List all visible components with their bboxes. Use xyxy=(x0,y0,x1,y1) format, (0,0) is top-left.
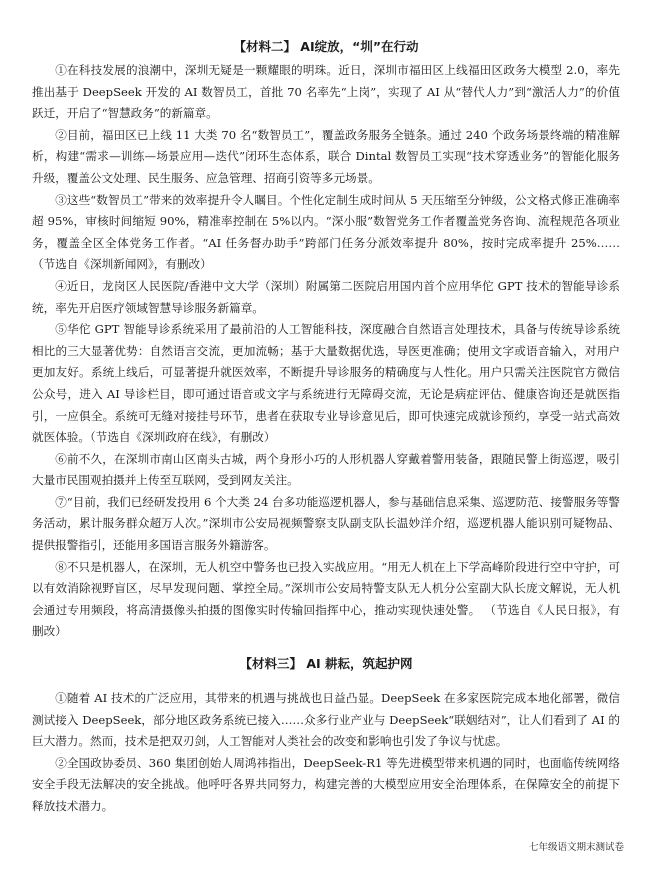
paragraph-5: ⑤华佗 GPT 智能导诊系统采用了最前沿的人工智能科技，深度融合自然语言处理技术，具备与传统导诊系统相比的三大显著优势：自然语言交流，更加流畅；基于大量数据优选，导医更准确；使用文字或语音输入，对用户更加友好。系统上线后，可显著提升就医效率，不断提升导诊服务的精确度与人性化。用户只需关注医院官方微信公众号，进入 AI 导诊栏目，即可通过语音或文字与系统进行无障碍交流，无论是病症评估、健康咨询还是就医指引，一应俱全。系统可无缝对接挂号环节，患者在获取专业导诊意见后，即可快速完成就诊预约，享受一站式高效就医体验。（节选自《深圳政府在线》，有删改） xyxy=(32,322,620,445)
paragraph-7: ⑦“目前，我们已经研发投用 6 个大类 24 台多功能巡逻机器人，参与基础信息采集、巡逻防范、接警服务等警务活动，累计服务群众超万人次。”深圳市公安局视频警察支队副支队长温妙洋介绍，巡逻机器人能识别可疑物品、提供报警指引，还能用多国语言服务外籍游客。 xyxy=(32,494,620,553)
material-three-body xyxy=(0,688,652,818)
paragraph-2: ②全国政协委员、360 集团创始人周鸿祎指出，DeepSeek-R1 等先进模型带来机遇的同时，也面临传统网络安全手段无法解决的安全挑战。他呼吁各界共同努力，构建完善的大模型应用安全治理体系，在保障安全的前提下释放技术潜力。 xyxy=(32,755,620,813)
material-two-heading: 【材料二】 AI绽放，“圳”在行动 xyxy=(233,39,419,54)
paragraph-8: ⑧不只是机器人，在深圳，无人机空中警务也已投入实战应用。“用无人机在上下学高峰阶段进行空中守护，可以有效消除视野盲区，尽早发现问题、掌控全局。”深圳市公安局特警支队无人机分公室副大队长庞文解说，无人机会通过专用频段，将高清摄像头拍摄的图像实时传输回指挥中心，推动实现快速处警。 （节选自《人民日报》，有删改） xyxy=(32,559,620,639)
paragraph-4: ④近日，龙岗区人民医院/香港中文大学（深圳）附属第二医院启用国内首个应用华佗 GPT 技术的智能导诊系统，率先开启医疗领域智慧导诊服务新篇章。 xyxy=(32,278,620,315)
paragraph-3: ③这些“数智员工”带来的效率提升令人瞩目。个性化定制生成时间从 5 天压缩至分钟级，公文格式修正准确率超 95%，审核时间缩短 90%，精准率控制在 5%以内。“深小服”数智党务工作者覆盖党务咨询、流程规范各项业务，覆盖全区全体党务工作者。“AI 任务督办助手”跨部门任务分派效率提升 80%，按时完成率提升 25%…… （节选自《深圳新闻网》，有删改） xyxy=(32,192,620,272)
material-three-heading: 【材料三】 AI 耕耘，筑起护网 xyxy=(239,656,413,671)
material-two-body xyxy=(0,60,652,643)
paragraph-1: ①在科技发展的浪潮中，深圳无疑是一颗耀眼的明珠。近日，深圳市福田区上线福田区政务大模型 2.0，率先推出基于 DeepSeek 开发的 AI 数智员工，首批 70 名率先“上岗”，实现了 AI 从“替代人力”到“激活人力”的价值跃迁，开启了“智慧政务”的新篇章。 xyxy=(32,63,620,121)
paragraph-6: ⑥前不久，在深圳市南山区南头古城，两个身形小巧的人形机器人穿戴着警用装备，跟随民警上街巡逻，吸引大量市民围观拍摄并上传至互联网，受到网友关注。 xyxy=(32,451,620,488)
exam-footer: 七年级语文期末测试卷 xyxy=(528,842,624,853)
paragraph-2: ②目前，福田区已上线 11 大类 70 名“数智员工”，覆盖政务服务全链条。通过 240 个政务场景终端的精准解析，构建“需求—训练—场景应用—迭代”闭环生态体系，联合 Dintal 数智员工实现“技术穿透业务”的智能化服务升级，覆盖公文处理、民生服务、应急管理、招商引资等多元场景。 xyxy=(32,127,620,185)
paragraph-1: ①随着 AI 技术的广泛应用，其带来的机遇与挑战也日益凸显。DeepSeek 在多家医院完成本地化部署，微信测试接入 DeepSeek，部分地区政务系统已接入……众多行业产业与 DeepSeek“联姻结对”，让人们看到了 AI 的巨大潜力。然而，技术是把双刃剑，人工智能对人类社会的改变和影响也引发了争议与忧虑。 xyxy=(32,691,620,749)
